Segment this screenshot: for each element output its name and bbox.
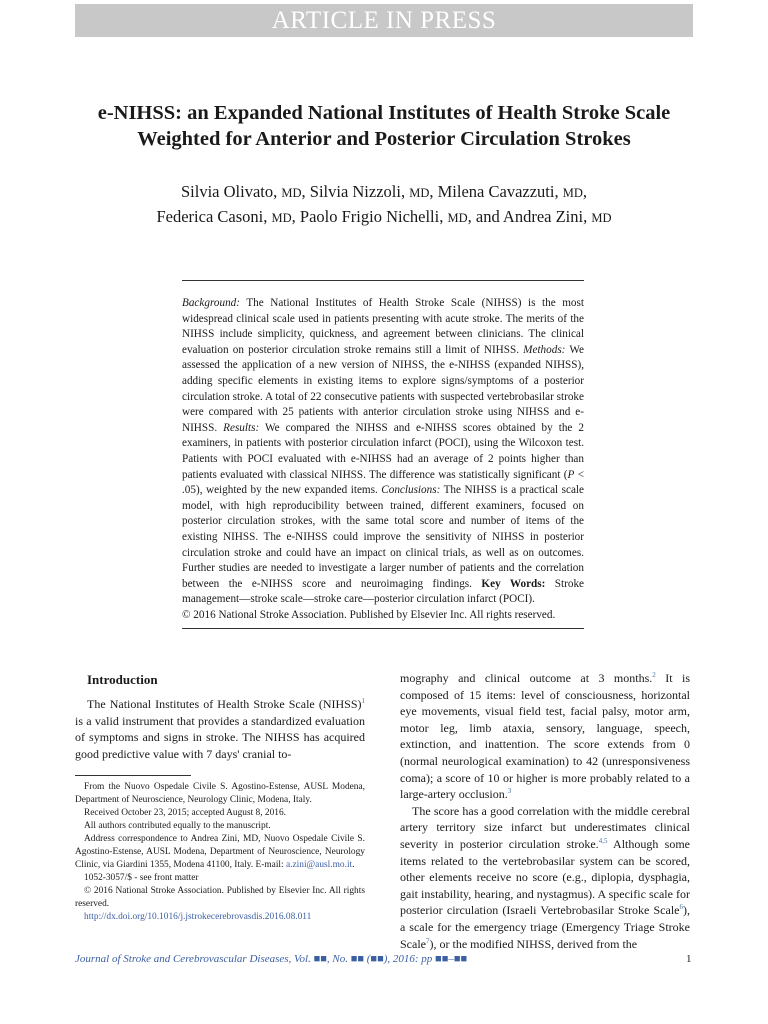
abstract-methods-label: Methods:: [523, 343, 566, 356]
body-text: Although some items related to the vertebrobasilar system can be scored, other elements receive no score (e.g., diplopia, dysphagia, gait instability, hearing, and nystagmus). A specific scale for posterior circulation (Israeli Vertebrobasilar Stroke Scale: [400, 836, 690, 918]
author-name: Milena Cavazzuti,: [437, 182, 563, 201]
body-text: ), a scale for the emergency triage (Emergency Triage Stroke Scale: [400, 903, 690, 951]
email-link[interactable]: a.zini@ausl.mo.it: [285, 860, 353, 870]
abstract-background-label: Background:: [182, 297, 240, 309]
author-degree: MD: [591, 211, 612, 225]
journal-citation-footer[interactable]: Journal of Stroke and Cerebrovascular Diseases, Vol. ■■, No. ■■ (■■), 2016: pp ■■–■■: [75, 953, 468, 965]
abstract-conclusions-label: Conclusions:: [381, 484, 441, 497]
abstract-results-label: Results:: [223, 421, 260, 434]
author-name: Andrea Zini,: [502, 207, 592, 226]
author-degree: MD: [447, 211, 468, 225]
reference-link[interactable]: 2: [652, 671, 656, 679]
body-text: ), or the modified NIHSS, derived from the: [429, 936, 638, 951]
footnote-correspondence: [75, 833, 365, 872]
abstract-keywords-text: Stroke management—stroke scale—stroke care—posterior circulation infarct (POCI).: [182, 577, 585, 606]
abstract-results-text-end: < .05), weighted by the new expanded items.: [182, 468, 584, 497]
body-text: mography and clinical outcome at 3 months.: [400, 671, 653, 685]
body-text: The score has a good correlation with the middle cerebral artery territory size infarct but underestimates clinical severity in posterior circulation stroke.: [400, 803, 690, 851]
abstract-bottom-rule: [182, 628, 584, 629]
intro-text: The National Institutes of Health Stroke Scale (NIHSS): [87, 697, 362, 711]
body-text: It is composed of 15 items: level of consciousness, horizontal eye movements, visual field test, facial palsy, motor arm, motor leg, limb ataxia, sensory, language, speech, extinction, and inattention. The score extends from 0 (normal neurological examination) to 42 (unresponsiveness coma); a score of 10 or higher is more probably related to a large-artery occlusion.: [400, 671, 690, 802]
footnote-correspondence-end: .: [352, 860, 355, 870]
doi-link[interactable]: http://dx.doi.org/10.1016/j.jstrokecerebrovasdis.2016.08.011: [84, 912, 312, 922]
abstract-copyright: © 2016 National Stroke Association. Published by Elsevier Inc. All rights reserved.: [182, 608, 556, 621]
article-title: e-NIHSS: an Expanded National Institutes of Health Stroke Scale Weighted for Anterior and Posterior Circulation Strokes: [97, 102, 671, 150]
left-column: [75, 672, 365, 762]
abstract-top-rule: [182, 280, 584, 281]
section-heading-introduction: Introduction: [87, 672, 158, 687]
right-paragraph-2: [400, 803, 690, 952]
page-number: 1: [686, 953, 692, 965]
author-separator: ,: [301, 182, 310, 201]
reference-link[interactable]: 1: [361, 697, 365, 705]
footnote-rule: [75, 775, 191, 776]
author-separator: ,: [429, 182, 438, 201]
author-degree: MD: [409, 186, 430, 200]
article-in-press-banner: ARTICLE IN PRESS: [75, 4, 693, 37]
footnote-contribution: All authors contributed equally to the manuscript.: [84, 821, 271, 831]
abstract-p-value: P: [567, 468, 575, 481]
abstract-results-text: We compared the NIHSS and e-NIHSS scores obtained by the 2 examiners, in patients with posterior circulation infarct (POCI), using the Wilcoxon test. Patients with POCI evaluated with e-NIHSS had an average of 2 points higher than patients evaluated with classical NIHSS. The difference was statistically significant (: [182, 421, 584, 481]
intro-paragraph: [75, 696, 365, 762]
abstract-methods-text: We assessed the application of a new version of NIHSS, the e-NIHSS (expanded NIHSS), adding specific elements in existing items to explore signs/symptoms of a posterior circulation stroke. A total of 22 consecutive patients with suspected vertebrobasilar stroke were compared with 25 patients with anterior circulation stroke using NIHSS and e-NIHSS.: [182, 343, 584, 434]
author-degree: MD: [281, 186, 302, 200]
footnote-affiliation: From the Nuovo Ospedale Civile S. Agostino-Estense, AUSL Modena, Department of Neuroscience, Neurology Clinic, Modena, Italy.: [75, 782, 365, 805]
footnote-received: Received October 23, 2015; accepted August 8, 2016.: [84, 808, 287, 818]
intro-text-cont: is a valid instrument that provides a standardized evaluation of symptoms and signs in stroke. The NIHSS has acquired good predictive value with 7 days' cranial to-: [75, 713, 365, 761]
author-line-1: [60, 180, 708, 205]
author-separator: ,: [582, 182, 587, 201]
author-name: Silvia Olivato,: [180, 182, 282, 201]
reference-link[interactable]: 6: [679, 903, 683, 912]
footnote-copyright: © 2016 National Stroke Association. Published by Elsevier Inc. All rights reserved.: [75, 886, 365, 909]
abstract: [182, 296, 584, 623]
author-name: Paolo Frigio Nichelli,: [299, 207, 448, 226]
author-degree: MD: [562, 186, 583, 200]
author-degree: MD: [271, 211, 292, 225]
right-column: [400, 670, 690, 952]
reference-link[interactable]: 7: [426, 936, 430, 945]
reference-link[interactable]: 4,5: [598, 836, 608, 845]
author-line-2: [60, 205, 708, 230]
author-separator: , and: [467, 207, 503, 226]
footnotes: [75, 781, 365, 924]
author-list: [60, 180, 708, 230]
author-name: Silvia Nizzoli,: [309, 182, 410, 201]
footnote-correspondence-text: Address correspondence to Andrea Zini, MD, Nuovo Ospedale Civile S. Agostino-Estense, AUSL Modena, Department of Neuroscience, Neurology Clinic, via Giardini 1355, Modena 41100, Italy. E-mail:: [75, 834, 365, 870]
abstract-conclusions-text: The NIHSS is a practical scale model, with high reproducibility between trained, different examiners, focused on posterior circulation strokes, with the same total score and number of items of the existing NIHSS. The e-NIHSS could improve the sensitivity of NIHSS in posterior circulation stroke and could have an impact on clinical trials, as well as on outcomes. Further studies are needed to investigate a larger number of patients and the correlation between the e-NIHSS score and neuroimaging findings.: [182, 484, 584, 590]
abstract-keywords-label: Key Words:: [481, 577, 546, 590]
right-paragraph-1: [400, 670, 690, 803]
abstract-background-text: The National Institutes of Health Stroke Scale (NIHSS) is the most widespread clinical scale used in patients presenting with acute stroke. The merits of the NIHSS include simplicity, quickness, and agreement between clinicians. The clinical evaluation on posterior circulation stroke remains still a limit of NIHSS.: [182, 297, 584, 356]
footnote-issn: 1052-3057/$ - see front matter: [84, 873, 199, 883]
reference-link[interactable]: 3: [507, 787, 512, 796]
author-name: Federica Casoni,: [156, 207, 272, 226]
author-separator: ,: [291, 207, 300, 226]
